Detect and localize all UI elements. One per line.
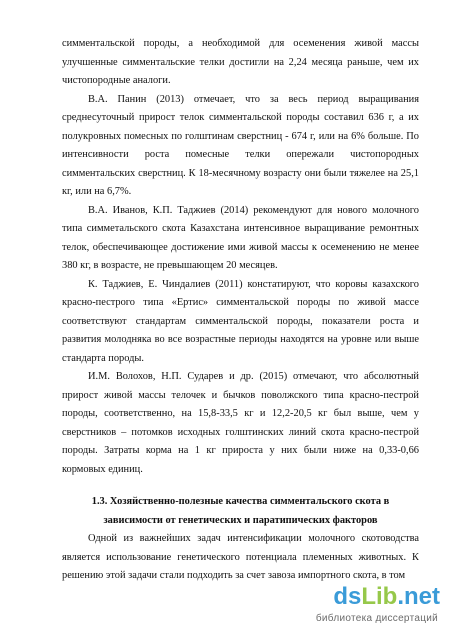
section-heading-line-1: 1.3. Хозяйственно-полезные качества симментальского скота в [91,496,390,507]
document-page [62,35,419,586]
paragraph-ivanov: В.А. Иванов, К.П. Таджиев (2014) рекомендуют для нового молочного типа симметальского скота Казахстана интенсивное выращивание ремонтных телок, обеспечивающее достижение ими живой массы к осеменению не менее 380 кг, в возрасте, не превышающем 20 месяцев. [62,204,419,271]
paragraph-volokhov: И.М. Волохов, Н.П. Сударев и др. (2015) отмечают, что абсолютный прирост живой массы телочек и бычков поволжского типа красно-пестрой породы, соответственно, на 15,8-33,5 кг и 12,2-20,5 кг был выше, чем у сверстников – потомков исходных голштинских линий скота красно-пестрой породы. Затраты корма на 1 кг прироста у них были ниже на 0,33-0,66 кормовых единиц. [62,371,419,475]
paragraph-tadzhiev: К. Таджиев, Е. Чиндалиев (2011) констатируют, что коровы казахского красно-пестрого типа «Ертис» симментальской породы по живой массе соответствуют стандартам симментальской породы, показатели роста и развития молодняка во все возрастные периоды находятся на уровне или выше стандарта породы. [62,278,419,364]
section-heading [62,492,419,530]
paragraph-continuation: симментальской породы, а необходимой для осеменения живой массы улучшенные симментальские телки достигли на 2,24 месяца раньше, чем их чистопородные аналоги. [62,38,419,86]
paragraph-section-intro: Одной из важнейших задач интенсификации молочного скотоводства является использование генетического потенциала племенных животных. К решению этой задачи стали подходить за счет завоза импортного скота, в том [62,533,419,581]
watermark-subtitle: библиотека диссертаций [315,613,438,624]
dslib-logo: dsLib.net [333,583,440,610]
section-heading-line-2: зависимости от генетических и паратипических факторов [103,515,378,526]
paragraph-panin: В.А. Панин (2013) отмечает, что за весь период выращивания среднесуточный прирост телок симментальской породы составил 636 г, а их полукровных помесных по голштинам сверстниц - 674 г, или на 6% больше. По интенсивности роста помесные телки опережали чистопородных симментальских сверстниц. К 18-месячному возрасту они были тяжелее на 25,1 кг, или на 6,7%. [62,93,419,197]
dslib-watermark [292,583,442,633]
